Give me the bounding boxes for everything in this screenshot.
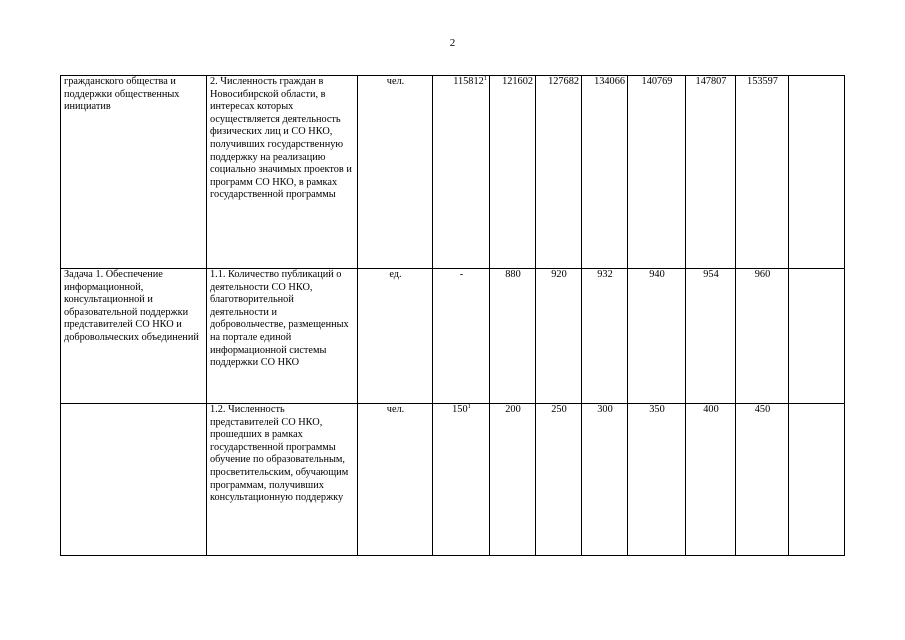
value-cell <box>736 404 789 556</box>
value-text: 250 <box>551 404 567 415</box>
goal-cell <box>61 269 207 404</box>
unit-cell <box>358 269 433 404</box>
unit-text: чел. <box>386 404 405 415</box>
goal-text: гражданского общества и поддержки общественных инициатив <box>64 76 180 113</box>
value-text: 940 <box>649 269 665 280</box>
table-row <box>61 404 845 556</box>
value-cell <box>490 404 536 556</box>
value-cell <box>490 76 536 269</box>
value-cell <box>686 269 736 404</box>
value-text: 147807 <box>695 76 727 87</box>
value-text: 140769 <box>641 76 673 87</box>
value-text: 300 <box>597 404 613 415</box>
base-value-cell <box>433 404 490 556</box>
value-text: 200 <box>505 404 521 415</box>
value-cell <box>536 404 582 556</box>
page-number: 2 <box>449 37 456 49</box>
value-cell <box>686 404 736 556</box>
indicator-cell <box>207 269 358 404</box>
value-cell <box>628 404 686 556</box>
base-value: - <box>459 269 464 280</box>
value-text: 920 <box>551 269 567 280</box>
footnote-mark: 1 <box>467 403 471 410</box>
value-text: 880 <box>505 269 521 280</box>
value-text: 954 <box>703 269 719 280</box>
value-cell <box>628 269 686 404</box>
value-text: 350 <box>649 404 665 415</box>
base-value: 115812 <box>453 76 484 87</box>
unit-cell <box>358 76 433 269</box>
base-value-cell <box>433 76 490 269</box>
value-text: 127682 <box>548 76 579 87</box>
goal-cell <box>61 76 207 269</box>
value-cell <box>536 269 582 404</box>
value-text: 134066 <box>594 76 625 87</box>
footnote-mark: 1 <box>483 75 487 82</box>
empty-cell <box>789 76 845 269</box>
value-cell <box>736 269 789 404</box>
value-text: 153597 <box>747 76 778 87</box>
unit-cell <box>358 404 433 556</box>
unit-text: ед. <box>389 269 402 280</box>
value-text: 960 <box>754 269 771 280</box>
value-text: 932 <box>597 269 613 280</box>
value-text: 121602 <box>502 76 533 87</box>
value-text: 450 <box>754 404 771 415</box>
unit-text: чел. <box>386 76 405 87</box>
empty-cell <box>789 404 845 556</box>
value-cell <box>582 404 628 556</box>
value-cell <box>582 269 628 404</box>
base-value: 150 <box>452 404 468 415</box>
base-value-cell <box>433 269 490 404</box>
indicator-text: 2. Численность граждан в Новосибирской области, в интересах которых осуществляется деятельность физических лиц и СО НКО, получивших государственную поддержку на реализацию социально значимых проектов и программ СО НКО, в рамках государственной программы <box>210 76 352 201</box>
goal-cell <box>61 404 207 556</box>
indicator-text: 1.2. Численность представителей СО НКО, прошедших в рамках государственной программы обучение по образовательным, просветительским, обучающим программам, получивших консультационную поддержку <box>210 404 349 504</box>
value-text: 400 <box>703 404 719 415</box>
empty-cell <box>789 269 845 404</box>
goal-text: Задача 1. Обеспечение информационной, консультационной и образовательной поддержки представителей СО НКО и добровольческих объединений <box>64 269 199 343</box>
indicator-cell <box>207 76 358 269</box>
indicator-text: 1.1. Количество публикаций о деятельности СО НКО, благотворительной деятельности и добровольчестве, размещенных на портале единой информационной системы поддержки СО НКО <box>210 269 349 369</box>
value-cell <box>628 76 686 269</box>
table-row <box>61 269 845 404</box>
indicators-table <box>60 75 845 556</box>
value-cell <box>582 76 628 269</box>
value-cell <box>490 269 536 404</box>
value-cell <box>686 76 736 269</box>
value-cell <box>536 76 582 269</box>
value-cell <box>736 76 789 269</box>
indicator-cell <box>207 404 358 556</box>
table-row <box>61 76 845 269</box>
